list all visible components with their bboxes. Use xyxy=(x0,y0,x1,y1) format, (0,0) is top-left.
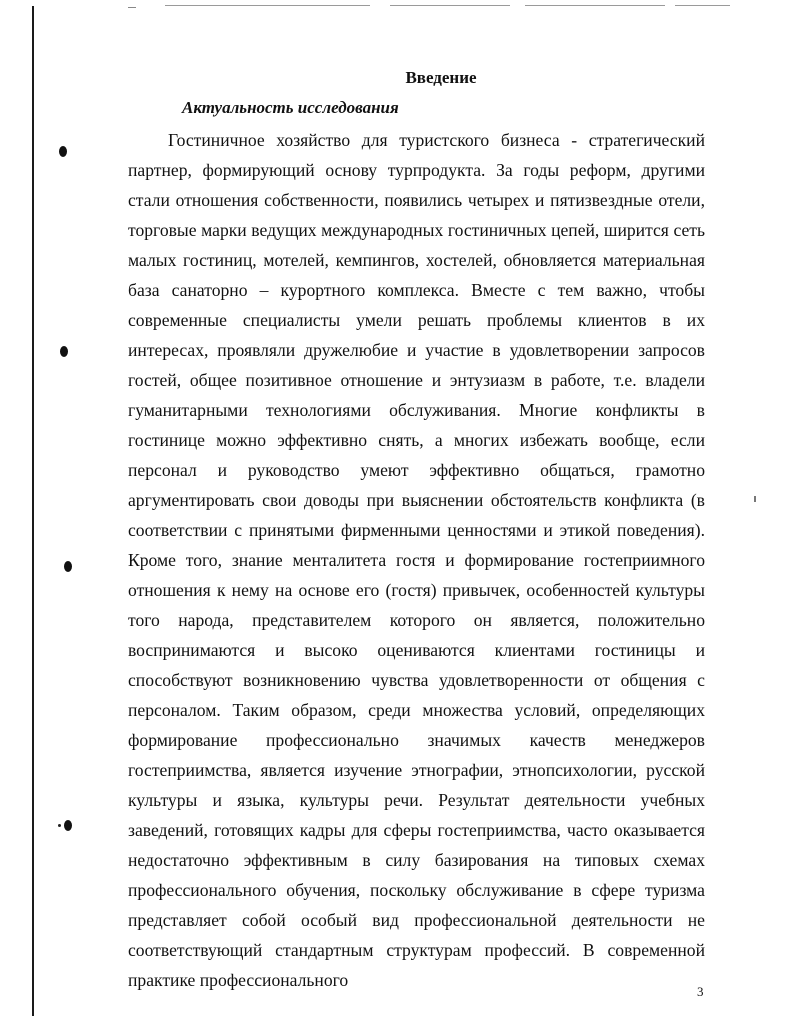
body-paragraph: Гостиничное хозяйство для туристского бизнеса - стратегический партнер, формирующий основу турпродукта. За годы реформ, другими стали отношения собственности, появились четырех и пятизвездные отели, торговые марки ведущих международных гостиничных цепей, ширится сеть малых гостиниц, мотелей, кемпингов, хостелей, обновляется материальная база санаторно – курортного комплекса. Вместе с тем важно, чтобы современные специалисты умели решать проблемы клиентов в их интересах, проявляли дружелюбие и участие в удовлетворении запросов гостей, общее позитивное отношение и энтузиазм в работе, т.е. владели гуманитарными технологиями обслуживания. Многие конфликты в гостинице можно эффективно снять, а многих избежать вообще, если персонал и руководство умеют эффективно общаться, грамотно аргументировать свои доводы при выяснении обстоятельств конфликта (в соответствии с принятыми фирменными ценностями и этикой поведения). Кроме того, знание менталитета гостя и формирование гостеприимного отношения к нему на основе его (гостя) привычек, особенностей культуры того народа, представителем которого он является, положительно воспринимаются и высоко оцениваются клиентами гостиницы и способствуют возникновению чувства удовлетворенности от общения с персоналом. Таким образом, среди множества условий, определяющих формирование профессионально значимых качеств менеджеров гостеприимства, является изучение этнографии, этнопсихологии, русской культуры и языка, культуры речи. Результат деятельности учебных заведений, готовящих кадры для сферы гостеприимства, часто оказывается недостаточно эффективным в силу базирования на типовых схемах профессионального обучения, поскольку обслуживание в сфере туризма представляет собой особый вид профессиональной деятельности не соответствующий стандартным структурам профессий. В современной практике профессионального xyxy=(128,130,705,990)
scan-right-mark xyxy=(754,496,756,502)
scan-top-line xyxy=(390,5,510,6)
scan-left-edge xyxy=(32,6,34,1016)
scan-top-line xyxy=(165,5,370,6)
scan-top-line xyxy=(675,5,730,6)
binder-hole xyxy=(64,820,72,831)
binder-hole xyxy=(59,146,67,157)
scan-top-line xyxy=(525,5,665,6)
binder-hole xyxy=(60,346,68,357)
section-subheading: Актуальность исследования xyxy=(182,98,399,117)
scan-speck xyxy=(58,824,61,827)
page-number: 3 xyxy=(697,984,704,999)
scan-top-tick xyxy=(128,7,136,8)
section-heading: Введение xyxy=(405,68,477,87)
binder-hole xyxy=(64,561,72,572)
